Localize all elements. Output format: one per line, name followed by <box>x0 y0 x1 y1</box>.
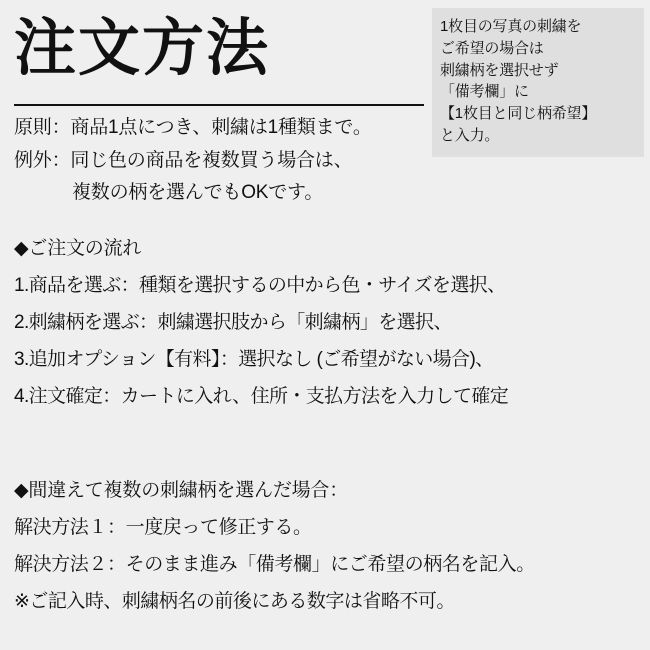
note-line-4: 「備考欄」に <box>440 83 529 101</box>
note-line-6: と入力。 <box>440 126 500 144</box>
order-flow-heading: ◆ご注文の流れ <box>14 238 142 259</box>
note-line-1: 1枚目の写真の刺繍を <box>440 18 582 35</box>
rule-principle: 原則：商品1点につき、刺繍は1種類まで。 <box>14 117 372 138</box>
order-flow-step-4: 4.注文確定：カートに入れ、住所・支払方法を入力して確定 <box>14 386 509 408</box>
rules-block <box>14 112 636 210</box>
solution-1: 解決方法１：一度戻って修正する。 <box>14 517 312 539</box>
troubleshooting-heading: ◆間違えて複数の刺繍柄を選んだ場合： <box>14 480 349 501</box>
note-line-5: 【1枚目と同じ柄希望】 <box>440 105 597 122</box>
title-divider <box>14 104 424 106</box>
troubleshooting-section <box>14 472 646 620</box>
page-title: 注文方法 <box>14 14 271 83</box>
order-flow-step-3: 3.追加オプション【有料】：選択なし (ご希望がない場合)、 <box>14 349 494 371</box>
note-line-3: 刺繍柄を選択せず <box>440 61 559 79</box>
solution-2: 解決方法２：そのまま進み「備考欄」にご希望の柄名を記入。 <box>14 554 535 576</box>
order-flow-section <box>14 230 642 415</box>
order-flow-step-2: 2.刺繍柄を選ぶ：刺繍選択肢から「刺繍柄」を選択、 <box>14 312 452 334</box>
rule-exception: 例外：同じ色の商品を複数買う場合は、 <box>14 149 353 171</box>
note-line-2: ご希望の場合は <box>440 39 544 57</box>
order-flow-step-1: 1.商品を選ぶ：種類を選択するの中から色・サイズを選択、 <box>14 275 506 297</box>
solution-note: ※ご記入時、刺繍柄名の前後にある数字は省略不可。 <box>14 591 455 613</box>
rule-exception-continued: 複数の柄を選んでもOKです。 <box>72 182 324 204</box>
